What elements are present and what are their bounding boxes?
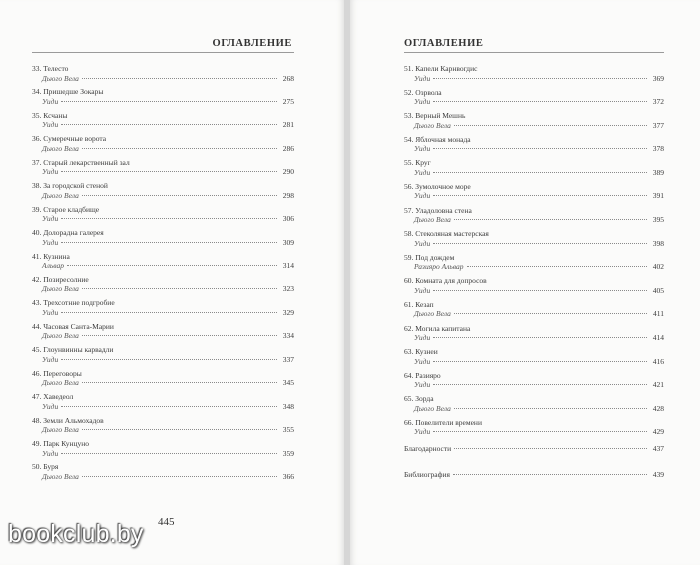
toc-entry-author: Дьюго Вела: [42, 471, 79, 481]
toc-entry-author: Уиди: [414, 285, 431, 295]
toc-entry-author: Уиди: [42, 120, 59, 130]
dot-leader: [433, 361, 647, 362]
toc-entry-page: 421: [652, 380, 664, 390]
toc-entry-page: 337: [282, 354, 294, 364]
toc-entry: [404, 276, 664, 300]
dot-leader: [454, 125, 647, 126]
dot-leader: [82, 148, 277, 149]
toc-entry-author: Уиди: [42, 307, 59, 317]
toc-entry-author: Уиди: [42, 354, 59, 364]
toc-entry-page: 369: [652, 73, 664, 83]
dot-leader: [61, 124, 277, 125]
toc-entry-title: 64. Разияро: [404, 370, 441, 380]
toc-entry-page: 439: [652, 469, 664, 479]
toc-entry: [32, 87, 294, 110]
toc-entry-line: [404, 121, 664, 131]
toc-entry-author: Уиди: [42, 237, 59, 247]
dot-leader: [82, 288, 277, 289]
toc-entry-title: 49. Парк Кунцуно: [32, 439, 89, 448]
toc-entry-page: 281: [282, 120, 294, 130]
dot-leader: [454, 448, 647, 449]
toc-entry-line: [32, 449, 294, 459]
toc-entry-author: Уиди: [414, 144, 431, 154]
toc-entry-title: 36. Сумеречные ворота: [32, 134, 107, 144]
toc-entry-title: 40. Долорадна галерея: [32, 228, 104, 238]
toc-entry: [32, 392, 294, 415]
toc-entry-line: [404, 357, 664, 367]
toc-entry-title: 46. Переговоры: [32, 368, 82, 378]
right-toc-list: [404, 64, 664, 494]
toc-entry-author: Дьюго Вела: [414, 215, 451, 225]
dot-leader: [433, 172, 647, 173]
toc-entry-page: 391: [652, 191, 664, 201]
toc-entry: [32, 181, 294, 204]
toc-entry-title: Библиография: [404, 469, 450, 479]
dot-leader: [454, 313, 647, 314]
toc-entry-author: Дьюго Вела: [42, 425, 79, 435]
toc-entry-line: [404, 144, 664, 154]
toc-entry-author: Уиди: [414, 427, 431, 437]
dot-leader: [61, 312, 277, 313]
toc-entry: [404, 158, 664, 182]
toc-entry: [32, 134, 294, 157]
toc-entry-title: 58. Стеколяная мастерская: [404, 229, 489, 239]
dot-leader: [454, 219, 647, 220]
toc-entry-author: Уиди: [414, 333, 431, 343]
toc-entry-line: [32, 472, 294, 482]
toc-entry-title: 56. Зумолочное море: [404, 181, 471, 191]
toc-entry-line: [404, 427, 664, 437]
toc-entry-page: 355: [282, 425, 294, 435]
dot-leader: [82, 429, 277, 430]
toc-entry-line: [32, 402, 294, 412]
toc-entry-title: 55. Круг: [404, 158, 431, 168]
toc-entry-page: 309: [282, 237, 294, 247]
toc-entry-line: [32, 284, 294, 294]
toc-entry-title: 65. Зорда: [404, 394, 434, 404]
watermark-logo: bookclub.by: [8, 520, 144, 548]
toc-entry-author: Уиди: [42, 167, 59, 177]
dot-leader: [82, 476, 277, 477]
toc-entry-line: [404, 286, 664, 296]
left-toc-list: [32, 64, 294, 486]
toc-entry-page: 329: [282, 307, 294, 317]
toc-entry-line: [404, 444, 664, 454]
toc-entry: [404, 300, 664, 324]
toc-entry-page: 290: [282, 167, 294, 177]
toc-entry: [32, 158, 294, 181]
dot-leader: [433, 431, 647, 432]
toc-entry-page: 348: [282, 401, 294, 411]
toc-entry: [404, 418, 664, 442]
toc-entry-line: [32, 425, 294, 435]
toc-entry-author: Уиди: [414, 380, 431, 390]
toc-entry-author: Уиди: [414, 238, 431, 248]
toc-entry-title: 37. Старый лекарственный зал: [32, 157, 130, 167]
dot-leader: [454, 408, 647, 409]
toc-entry-author: Уиди: [42, 214, 59, 224]
toc-entry-author: Разияро Альвар: [414, 262, 464, 272]
toc-entry-title: 50. Буря: [32, 462, 59, 472]
right-header-rule: [404, 52, 664, 53]
toc-entry-author: Уиди: [414, 167, 431, 177]
dot-leader: [61, 242, 277, 243]
toc-entry-line: [32, 355, 294, 365]
toc-entry-title: 34. Пришедше Зокары: [32, 87, 104, 97]
dot-leader: [467, 266, 647, 267]
dot-leader: [61, 453, 277, 454]
toc-entry-title: 52. Озрвола: [404, 87, 442, 97]
toc-entry-line: [404, 333, 664, 343]
page-number: 445: [158, 516, 175, 528]
dot-leader: [82, 335, 277, 336]
toc-entry-author: Уиди: [42, 96, 59, 106]
toc-entry-line: [404, 380, 664, 390]
toc-entry-title: 45. Глоунвинны карвадли: [32, 345, 114, 355]
toc-entry-title: 53. Верный Мешнь: [404, 111, 466, 121]
toc-entry-line: [32, 167, 294, 177]
toc-entry-line: [32, 238, 294, 248]
dot-leader: [61, 218, 277, 219]
toc-entry-line: [404, 239, 664, 249]
toc-entry-title: 43. Трехсотнне подгробие: [32, 298, 115, 308]
toc-entry-page: 414: [652, 333, 664, 343]
toc-entry: [404, 229, 664, 253]
toc-entry-page: 389: [652, 167, 664, 177]
toc-entry-line: [32, 191, 294, 201]
toc-entry-title: 63. Кузнеи: [404, 347, 438, 357]
toc-entry: [32, 439, 294, 462]
toc-entry-page: 378: [652, 144, 664, 154]
toc-entry-line: [404, 97, 664, 107]
toc-entry-page: 306: [282, 214, 294, 224]
toc-entry-page: 323: [282, 284, 294, 294]
toc-entry-title: 44. Часовая Санта-Марии: [32, 321, 114, 331]
dot-leader: [82, 195, 277, 196]
toc-entry-title: 33. Телесто: [32, 64, 69, 73]
toc-entry-line: [404, 262, 664, 272]
toc-entry-title: 62. Могила капитана: [404, 323, 471, 333]
toc-entry-page: 377: [652, 120, 664, 130]
dot-leader: [433, 290, 647, 291]
dot-leader: [433, 101, 647, 102]
toc-entry: [404, 182, 664, 206]
toc-entry-line: [404, 309, 664, 319]
toc-entry-title: 66. Повелители времени: [404, 417, 482, 427]
toc-entry-page: 366: [282, 471, 294, 481]
toc-entry-title: 39. Старое кладбище: [32, 204, 100, 214]
toc-entry-author: Уиди: [414, 191, 431, 201]
dot-leader: [82, 382, 277, 383]
toc-extra-entry: [404, 444, 664, 468]
toc-entry-author: Дьюго Вела: [42, 143, 79, 153]
toc-entry: [404, 206, 664, 230]
dot-leader: [453, 474, 647, 475]
toc-entry-author: Дьюго Вела: [414, 309, 451, 319]
left-header-rule: [32, 52, 294, 53]
toc-entry-line: [32, 97, 294, 107]
dot-leader: [433, 195, 647, 196]
toc-entry: [404, 111, 664, 135]
toc-entry: [404, 347, 664, 371]
toc-entry: [32, 275, 294, 298]
dot-leader: [61, 101, 277, 102]
toc-entry-title: 38. За городской стеной: [32, 181, 108, 191]
dot-leader: [433, 337, 647, 338]
toc-entry-line: [404, 215, 664, 225]
toc-entry-title: 54. Яблочная монада: [404, 134, 471, 144]
toc-entry-author: Дьюго Вела: [42, 378, 79, 388]
dot-leader: [433, 78, 647, 79]
toc-entry: [404, 253, 664, 277]
toc-entry-line: [32, 74, 294, 84]
toc-entry-page: 411: [653, 309, 664, 319]
toc-entry-author: Дьюго Вела: [42, 331, 79, 341]
toc-entry-page: 298: [282, 190, 294, 200]
toc-entry-title: 57. Уладоловна стена: [404, 205, 472, 215]
left-page-header: ОГЛАВЛЕНИЕ: [212, 38, 292, 49]
toc-entry-page: 398: [652, 238, 664, 248]
toc-entry: [404, 324, 664, 348]
toc-entry-title: 51. Капели Карнвогдис: [404, 64, 478, 73]
toc-entry-author: Дьюго Вела: [414, 403, 451, 413]
toc-entry: [404, 64, 664, 88]
toc-entry: [32, 228, 294, 251]
toc-entry-title: 42. Позиресолние: [32, 274, 89, 284]
toc-entry: [32, 205, 294, 228]
toc-entry-page: 345: [282, 378, 294, 388]
toc-entry-line: [32, 144, 294, 154]
toc-entry-author: Дьюго Вела: [414, 120, 451, 130]
toc-entry-line: [404, 404, 664, 414]
toc-entry-author: Дьюго Вела: [42, 73, 79, 83]
toc-entry-page: 405: [652, 285, 664, 295]
toc-entry-page: 395: [652, 215, 664, 225]
toc-entry: [32, 64, 294, 87]
dot-leader: [61, 171, 277, 172]
dot-leader: [433, 243, 647, 244]
toc-entry-page: 359: [282, 448, 294, 458]
right-page: [350, 0, 700, 565]
toc-entry: [32, 252, 294, 275]
dot-leader: [61, 406, 277, 407]
toc-entry-line: [32, 308, 294, 318]
toc-entry-author: Дьюго Вела: [42, 190, 79, 200]
toc-entry-title: 61. Кезап: [404, 299, 434, 309]
toc-entry-title: 41. Кузнина: [32, 251, 70, 261]
toc-extra-entry: [404, 470, 664, 494]
toc-entry-author: Уиди: [414, 97, 431, 107]
toc-entry-line: [32, 120, 294, 130]
toc-entry-page: 402: [652, 262, 664, 272]
toc-entry: [404, 371, 664, 395]
toc-entry-page: 286: [282, 143, 294, 153]
toc-entry-line: [404, 470, 664, 480]
toc-entry-page: 314: [282, 261, 294, 270]
dot-leader: [61, 359, 277, 360]
toc-entry-line: [32, 378, 294, 388]
toc-entry: [32, 416, 294, 439]
toc-entry-title: 48. Земли Альмохадов: [32, 415, 104, 425]
dot-leader: [433, 384, 647, 385]
right-page-header: ОГЛАВЛЕНИЕ: [404, 38, 484, 49]
toc-entry-line: [404, 191, 664, 201]
toc-entry: [32, 111, 294, 134]
toc-entry-author: Альвар: [42, 261, 64, 270]
toc-entry-author: Уиди: [414, 356, 431, 366]
toc-entry: [32, 462, 294, 485]
toc-entry-line: [32, 261, 294, 271]
dot-leader: [82, 78, 277, 79]
toc-entry: [32, 345, 294, 368]
toc-entry-page: 334: [282, 331, 294, 341]
toc-entry-author: Уиди: [42, 448, 59, 458]
toc-entry: [404, 394, 664, 418]
toc-entry: [32, 298, 294, 321]
toc-entry-title: 59. Под дождем: [404, 252, 455, 262]
toc-entry-line: [404, 74, 664, 84]
toc-entry-page: 429: [652, 427, 664, 437]
toc-entry: [32, 322, 294, 345]
toc-entry-page: 372: [652, 97, 664, 107]
toc-entry-title: Благодарности: [404, 443, 452, 453]
toc-entry-page: 416: [652, 356, 664, 366]
dot-leader: [433, 148, 647, 149]
toc-entry-title: 47. Хаведеол: [32, 392, 74, 402]
toc-entry-author: Уиди: [414, 73, 431, 83]
dot-leader: [67, 265, 277, 266]
toc-entry-page: 275: [282, 96, 294, 106]
toc-entry-line: [32, 214, 294, 224]
left-page: [0, 0, 344, 565]
toc-entry-title: 35. Ксчаны: [32, 110, 68, 120]
toc-entry-author: Уиди: [42, 401, 59, 411]
toc-entry-page: 428: [652, 403, 664, 413]
toc-entry-title: 60. Комната для допросов: [404, 276, 487, 286]
toc-entry: [404, 88, 664, 112]
toc-entry-author: Дьюго Вела: [42, 284, 79, 294]
toc-entry-line: [32, 331, 294, 341]
toc-entry-page: 437: [652, 443, 664, 453]
toc-entry: [32, 369, 294, 392]
toc-entry: [404, 135, 664, 159]
toc-entry-page: 268: [282, 73, 294, 83]
toc-entry-line: [404, 168, 664, 178]
